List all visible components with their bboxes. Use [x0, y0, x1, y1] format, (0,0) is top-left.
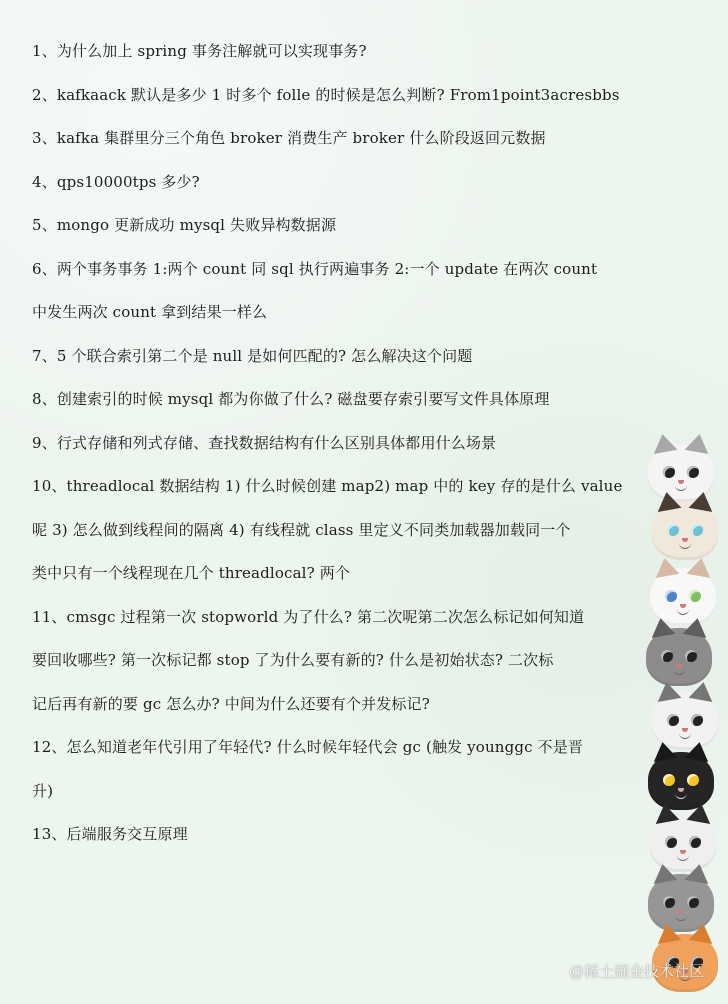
question-line-6-continued: 中发生两次 count 拿到结果一样么 — [32, 303, 268, 321]
question-line-10: 10、threadlocal 数据结构 1) 什么时候创建 map2) map 中的 key 存的是什么 value — [32, 477, 623, 495]
question-line-10-continued-1: 呢 3) 怎么做到线程间的隔离 4) 有线程就 class 里定义不同类加载器加载同一个 — [32, 520, 571, 539]
cat-eye-icon — [687, 774, 699, 786]
watermark-text: @稀土掘金技术社区 — [568, 963, 704, 980]
question-line-11-continued-1: 要回收哪些? 第一次标记都 stop 了为什么要有新的? 什么是初始状态? 二次标 — [32, 651, 554, 669]
question-list — [32, 30, 630, 857]
question-line-3: 3、kafka 集群里分三个角色 broker 消费生产 broker 什么阶段返回元数据 — [32, 129, 546, 147]
question-line-11: 11、cmsgc 过程第一次 stopworld 为了什么? 第二次呢第二次怎么标记如何知道 — [32, 607, 585, 626]
cat-eye-icon — [663, 896, 675, 908]
cat-eye-icon — [689, 590, 701, 602]
cat-eye-icon — [691, 714, 703, 726]
question-line-10-continued-2: 类中只有一个线程现在几个 threadlocal? 两个 — [32, 564, 351, 582]
question-line-13: 13、后端服务交互原理 — [32, 825, 188, 843]
cat-eye-icon — [687, 896, 699, 908]
cat-eye-icon — [687, 466, 699, 478]
cat-mouth-icon — [677, 608, 689, 615]
cat-eye-icon — [689, 836, 701, 848]
question-line-8: 8、创建索引的时候 mysql 都为你做了什么? 磁盘要存索引要写文件具体原理 — [32, 390, 550, 408]
cat-icon-6 — [648, 752, 714, 810]
stacked-cats-icon — [642, 440, 728, 1004]
question-line-7: 7、5 个联合索引第二个是 null 是如何匹配的? 怎么解决这个问题 — [32, 346, 473, 365]
cat-mouth-icon — [679, 542, 691, 549]
cat-mouth-icon — [675, 792, 687, 799]
question-line-2: 2、kafkaack 默认是多少 1 时多个 folle 的时候是怎么判断? From1point3acresbbs — [32, 85, 620, 104]
cat-eye-icon — [661, 650, 673, 662]
cat-eye-icon — [691, 524, 703, 536]
cat-mouth-icon — [673, 668, 685, 675]
cat-eye-icon — [663, 774, 675, 786]
question-line-12: 12、怎么知道老年代引用了年轻代? 什么时候年轻代会 gc (触发 younggc 不是晋 — [32, 738, 584, 756]
question-line-1: 1、为什么加上 spring 事务注解就可以实现事务? — [32, 42, 367, 60]
cat-icon-2 — [652, 502, 718, 560]
cat-mouth-icon — [677, 854, 689, 861]
cat-eye-icon — [667, 524, 679, 536]
question-line-5: 5、mongo 更新成功 mysql 失败异构数据源 — [32, 216, 337, 234]
question-line-9: 9、行式存储和列式存储、查找数据结构有什么区别具体都用什么场景 — [32, 433, 497, 452]
question-line-12-continued: 升) — [32, 781, 54, 800]
cat-eye-icon — [663, 466, 675, 478]
cat-icon-4 — [646, 628, 712, 686]
cat-icon-7 — [650, 814, 716, 872]
cat-eye-icon — [665, 590, 677, 602]
question-line-4: 4、qps10000tps 多少? — [32, 172, 200, 191]
cat-eye-icon — [685, 650, 697, 662]
question-line-11-continued-2: 记后再有新的要 gc 怎么办? 中间为什么还要有个并发标记? — [32, 694, 430, 713]
cat-mouth-icon — [679, 732, 691, 739]
cat-eye-icon — [667, 714, 679, 726]
question-line-6: 6、两个事务事务 1:两个 count 同 sql 执行两遍事务 2:一个 update 在两次 count — [32, 259, 598, 278]
cat-mouth-icon — [675, 914, 687, 921]
cat-eye-icon — [665, 836, 677, 848]
